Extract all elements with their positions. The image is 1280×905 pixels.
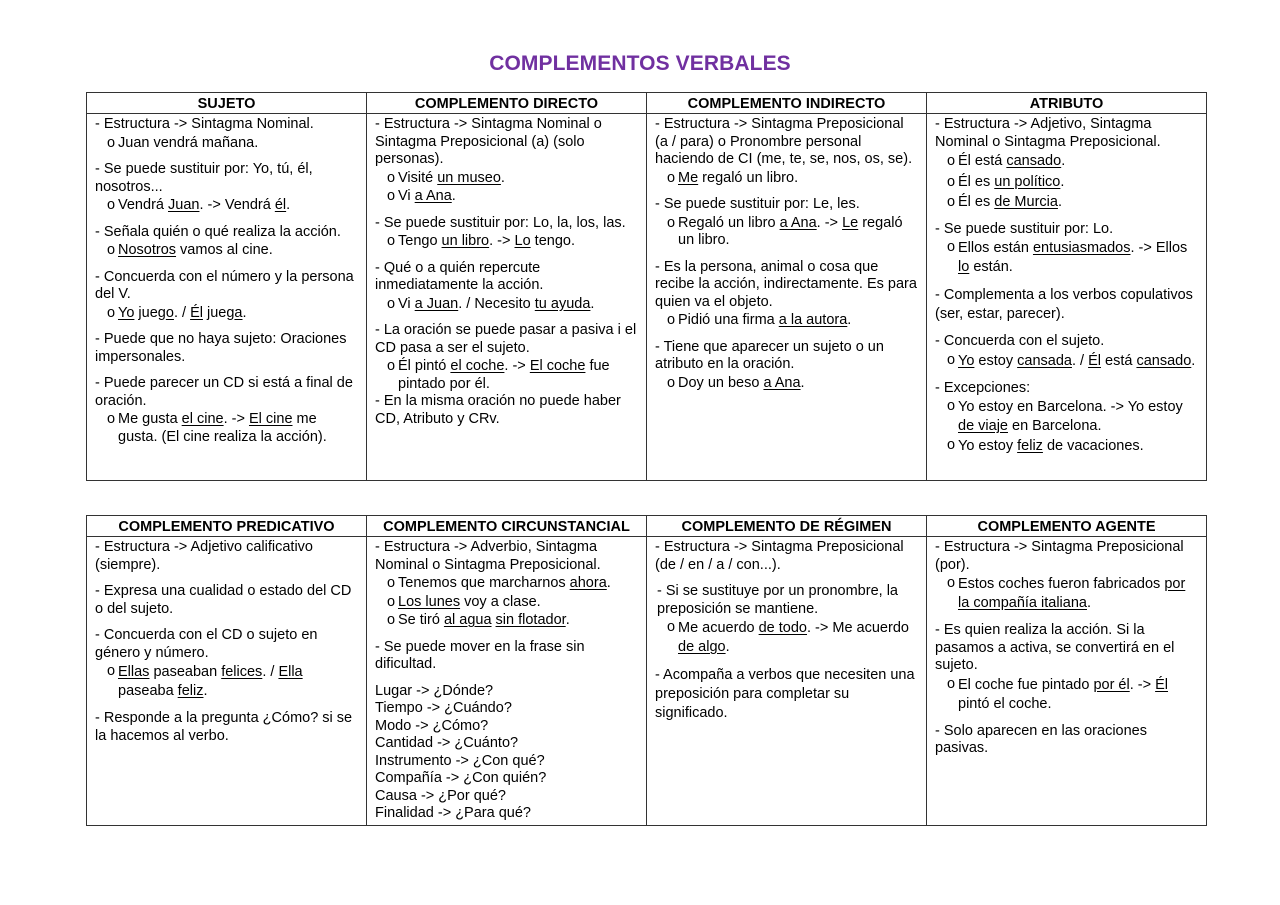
point-text: - En la misma oración no puede haber CD, Atributo y CRv.	[375, 393, 621, 427]
example	[935, 437, 1198, 456]
list-item: Instrumento -> ¿Con qué?	[375, 752, 545, 769]
point-text: - Se puede sustituir por: Yo, tú, él, nosotros...	[95, 161, 313, 195]
bullet-icon: o	[667, 374, 676, 391]
point	[375, 639, 638, 674]
point-text: - Puede que no haya sujeto: Oraciones impersonales.	[95, 331, 347, 365]
point-text: - Estructura -> Sintagma Preposicional (a / para) o Pronombre personal haciendo de CI (me, te, se, nos, os, se).	[655, 116, 913, 167]
table-body-row	[87, 537, 1207, 826]
point-text: - Responde a la pregunta ¿Cómo? si se la hacemos al verbo.	[95, 710, 353, 744]
bullet-icon: o	[387, 593, 396, 610]
example	[655, 215, 918, 250]
list-item: Modo -> ¿Cómo?	[375, 717, 489, 734]
point	[655, 339, 918, 393]
point-text: - Se puede sustituir por: Lo.	[935, 220, 1114, 237]
example	[375, 233, 638, 251]
point-text: - Es la persona, animal o cosa que recibe la acción, indirectamente. Es para quien va el objeto.	[655, 258, 917, 310]
bullet-icon: o	[947, 239, 956, 255]
header-complemento-agente: COMPLEMENTO AGENTE	[927, 516, 1207, 537]
bullet-icon: o	[947, 194, 956, 210]
bullet-icon: o	[947, 351, 956, 368]
example	[935, 194, 1198, 212]
point	[655, 666, 918, 723]
example-text: Yo estoy en Barcelona. -> Yo estoy de viaje en Barcelona.	[958, 399, 1183, 434]
example-text: Tengo un libro. -> Lo tengo.	[398, 233, 575, 249]
point	[375, 260, 638, 314]
point-text: - La oración se puede pasar a pasiva i el CD pasa a ser el sujeto.	[375, 322, 637, 356]
bullet-icon: o	[947, 437, 956, 453]
example	[95, 197, 358, 215]
bullet-icon: o	[387, 575, 396, 591]
example-text: Visité un museo.	[398, 169, 505, 186]
list-item: Causa -> ¿Por qué?	[375, 787, 506, 804]
example	[375, 575, 638, 593]
example-text: Los lunes voy a clase.	[398, 593, 541, 610]
example-text: Me gusta el cine. -> El cine me gusta. (El cine realiza la acción).	[118, 411, 327, 445]
point	[375, 539, 638, 630]
page-title: COMPLEMENTOS VERBALES	[489, 52, 791, 75]
point-text: - Se puede sustituir por: Lo, la, los, las.	[375, 214, 626, 231]
table-header-row	[87, 93, 1207, 114]
example-text: Me regaló un libro.	[678, 169, 799, 186]
point-text: - Es quien realiza la acción. Si la pasamos a activa, se convertirá en el sujeto.	[935, 622, 1175, 673]
example	[95, 242, 358, 260]
bullet-icon: o	[947, 153, 956, 169]
point-text: - Se puede sustituir por: Le, les.	[655, 196, 860, 212]
example-text: Vi a Ana.	[398, 188, 456, 204]
example	[935, 575, 1198, 613]
point	[935, 380, 1198, 457]
table-header-row	[87, 516, 1207, 537]
point	[655, 196, 918, 250]
point-text: - Excepciones:	[935, 379, 1031, 396]
example	[95, 135, 358, 153]
cell-complemento-de-regimen	[647, 537, 927, 826]
example-text: Nosotros vamos al cine.	[118, 242, 273, 258]
example-text: Yo estoy feliz de vacaciones.	[958, 438, 1144, 454]
bullet-icon: o	[387, 612, 396, 628]
example	[375, 358, 638, 393]
example-text: El coche fue pintado por él. -> Él pintó el coche.	[958, 676, 1169, 712]
point	[95, 224, 358, 260]
header-atributo: ATRIBUTO	[927, 93, 1207, 114]
point	[95, 116, 358, 152]
example-text: Me acuerdo de todo. -> Me acuerdo de algo.	[678, 620, 909, 655]
bullet-icon: o	[947, 575, 956, 591]
example	[95, 411, 358, 446]
example	[935, 174, 1198, 192]
point	[655, 259, 918, 330]
point-text: - Si se sustituye por un pronombre, la preposición se mantiene.	[657, 583, 898, 617]
table-body-row	[87, 114, 1207, 481]
example-text: Doy un beso a Ana.	[678, 374, 805, 391]
point	[95, 161, 358, 215]
bullet-icon: o	[107, 197, 116, 213]
point	[935, 333, 1198, 371]
example	[375, 188, 638, 206]
point	[655, 539, 918, 574]
bullet-icon: o	[667, 169, 676, 186]
header-complemento-circunstancial: COMPLEMENTO CIRCUNSTANCIAL	[367, 516, 647, 537]
point-text: - Qué o a quién repercute inmediatamente la acción.	[375, 259, 544, 293]
bullet-icon: o	[947, 173, 956, 190]
point	[95, 710, 358, 745]
cc-types-list	[375, 683, 638, 823]
point-text: - Acompaña a verbos que necesiten una preposición para completar su significado.	[655, 667, 915, 721]
example	[655, 375, 918, 393]
point	[95, 269, 358, 323]
bullet-icon: o	[387, 358, 396, 374]
cell-complemento-indirecto	[647, 114, 927, 481]
point-text: - Tiene que aparecer un sujeto o un atributo en la oración.	[655, 338, 884, 372]
example	[655, 170, 918, 188]
point	[375, 215, 638, 251]
point-text: - Estructura -> Adjetivo, Sintagma Nominal o Sintagma Preposicional.	[935, 116, 1161, 150]
example	[375, 296, 638, 314]
list-item: Cantidad -> ¿Cuánto?	[375, 735, 519, 751]
header-complemento-predicativo: COMPLEMENTO PREDICATIVO	[87, 516, 367, 537]
point-text: - Estructura -> Sintagma Preposicional (de / en / a / con...).	[655, 539, 904, 573]
example-text: Se tiró al agua sin flotador.	[398, 612, 570, 628]
example	[375, 612, 638, 630]
example-text: Yo estoy cansada. / Él está cansado.	[958, 352, 1196, 369]
example	[655, 619, 918, 657]
bullet-icon: o	[947, 675, 956, 692]
header-sujeto: SUJETO	[87, 93, 367, 114]
example	[935, 153, 1198, 171]
list-item: Compañía -> ¿Con quién?	[375, 770, 547, 786]
point	[95, 627, 358, 701]
list-item: Finalidad -> ¿Para qué?	[375, 805, 531, 821]
point-text: - Estructura -> Sintagma Preposicional (por).	[935, 539, 1184, 573]
example	[375, 594, 638, 612]
point-text: - Complementa a los verbos copulativos (ser, estar, parecer).	[935, 287, 1193, 322]
point	[95, 539, 358, 574]
cell-complemento-predicativo	[87, 537, 367, 826]
bullet-icon: o	[947, 398, 956, 414]
point	[935, 723, 1198, 758]
point	[95, 583, 358, 618]
point	[935, 221, 1198, 278]
bullet-icon: o	[107, 242, 116, 258]
bullet-icon: o	[667, 619, 676, 635]
bullet-icon: o	[107, 663, 116, 679]
point-text: - Puede parecer un CD si está a final de oración.	[95, 375, 353, 409]
example	[95, 305, 358, 323]
point	[935, 116, 1198, 212]
cell-complemento-agente	[927, 537, 1207, 826]
example	[935, 239, 1198, 277]
point-text: - Se puede mover en la frase sin dificultad.	[375, 638, 585, 672]
example	[655, 312, 918, 330]
example-text: Tenemos que marcharnos ahora.	[398, 575, 611, 591]
example-text: Él pintó el coche. -> El coche fue pintado por él.	[398, 358, 610, 392]
point	[935, 622, 1198, 714]
point-text: - Expresa una cualidad o estado del CD o del sujeto.	[95, 583, 352, 617]
point-text: - Solo aparecen en las oraciones pasivas.	[935, 722, 1147, 756]
example-text: Pidió una firma a la autora.	[678, 312, 852, 328]
point-text: - Estructura -> Adjetivo calificativo (siempre).	[95, 539, 313, 573]
example-text: Él está cansado.	[958, 153, 1066, 169]
header-complemento-indirecto: COMPLEMENTO INDIRECTO	[647, 93, 927, 114]
point-text: - Estructura -> Sintagma Nominal o Sintagma Preposicional (a) (solo personas).	[375, 116, 602, 167]
point-text: - Señala quién o qué realiza la acción.	[95, 223, 341, 240]
example-text: Él es de Murcia.	[958, 194, 1062, 210]
point-text: - Estructura -> Adverbio, Sintagma Nominal o Sintagma Preposicional.	[375, 539, 601, 573]
point	[655, 116, 918, 187]
bullet-icon: o	[387, 233, 396, 249]
point	[95, 331, 358, 366]
cell-complemento-directo	[367, 114, 647, 481]
point-text: - Concuerda con el número y la persona del V.	[95, 268, 354, 302]
point-text: - Estructura -> Sintagma Nominal.	[95, 116, 314, 132]
example-text: Estos coches fueron fabricados por la compañía italiana.	[958, 576, 1186, 611]
point	[935, 539, 1198, 613]
example	[935, 676, 1198, 714]
point	[375, 322, 638, 393]
cell-complemento-circunstancial	[367, 537, 647, 826]
header-complemento-de-regimen: COMPLEMENTO DE RÉGIMEN	[647, 516, 927, 537]
point	[655, 583, 918, 657]
example-text: Juan vendrá mañana.	[118, 134, 259, 151]
cell-sujeto	[87, 114, 367, 481]
header-complemento-directo: COMPLEMENTO DIRECTO	[367, 93, 647, 114]
point-text: - Concuerda con el CD o sujeto en género y número.	[95, 627, 318, 661]
point	[375, 116, 638, 206]
bullet-icon: o	[387, 169, 396, 186]
example	[95, 663, 358, 701]
example-text: Regaló un libro a Ana. -> Le regaló un libro.	[678, 214, 903, 248]
point	[375, 393, 638, 428]
bullet-icon: o	[107, 411, 116, 427]
example-text: Ellas paseaban felices. / Ella paseaba feliz.	[118, 664, 303, 699]
bullet-icon: o	[387, 295, 396, 312]
point	[935, 286, 1198, 324]
list-item: Lugar -> ¿Dónde?	[375, 682, 494, 699]
example-text: Ellos están entusiasmados. -> Ellos lo están.	[958, 240, 1188, 275]
example	[935, 352, 1198, 371]
bullet-icon: o	[387, 188, 396, 204]
example-text: Yo juego. / Él juega.	[118, 304, 247, 321]
table-bottom	[86, 515, 1207, 826]
example-text: Vendrá Juan. -> Vendrá él.	[118, 197, 291, 213]
cell-atributo	[927, 114, 1207, 481]
bullet-icon: o	[107, 134, 116, 151]
point	[95, 375, 358, 446]
list-item: Tiempo -> ¿Cuándo?	[375, 700, 512, 716]
example	[375, 170, 638, 188]
example-text: Vi a Juan. / Necesito tu ayuda.	[398, 295, 595, 312]
table-top	[86, 92, 1207, 481]
bullet-icon: o	[667, 214, 676, 231]
point-text: - Concuerda con el sujeto.	[935, 333, 1105, 349]
example-text: Él es un político.	[958, 173, 1065, 190]
bullet-icon: o	[107, 304, 116, 321]
bullet-icon: o	[667, 312, 676, 328]
example	[935, 398, 1198, 436]
